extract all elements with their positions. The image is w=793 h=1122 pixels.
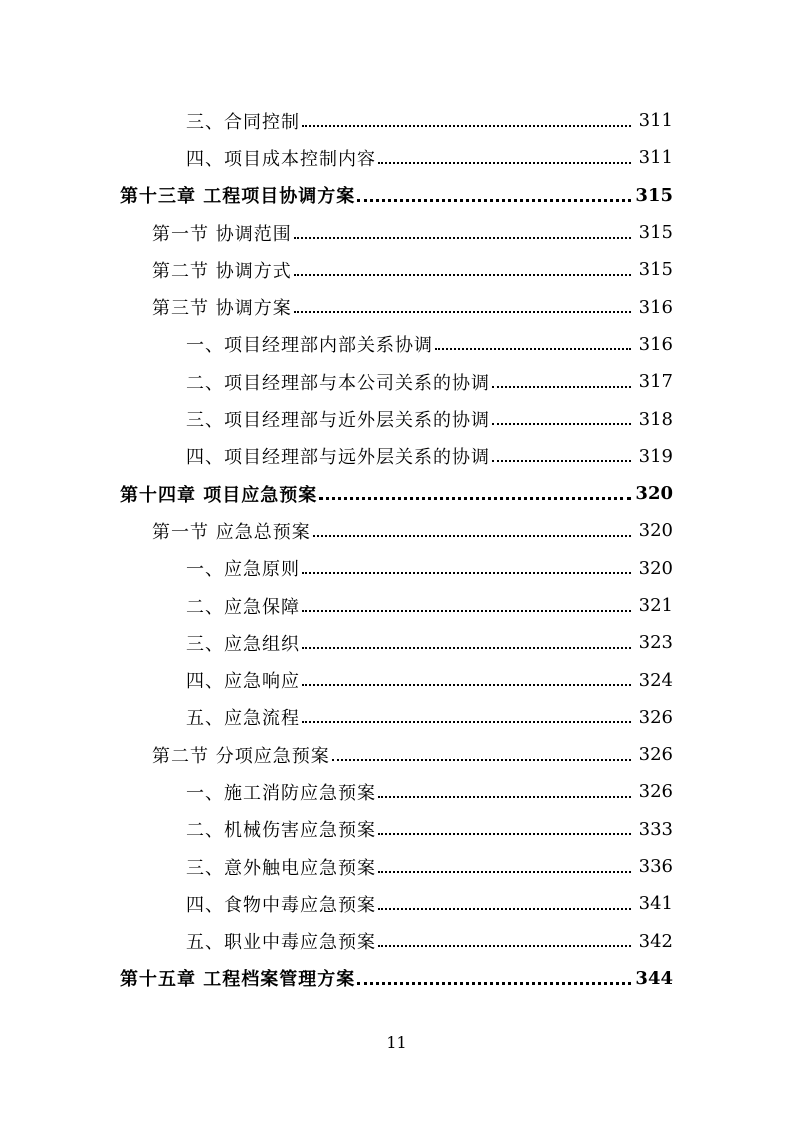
- toc-entry-page: 320: [635, 483, 673, 505]
- toc-entry-chapter[interactable]: [0, 960, 793, 997]
- dot-leader: [492, 460, 631, 462]
- dot-leader: [378, 908, 631, 910]
- toc-entry-page: 326: [638, 781, 673, 803]
- toc-entry-page: 311: [638, 147, 673, 169]
- toc-entry-title: 第十三章 工程项目协调方案: [120, 186, 356, 208]
- dot-leader: [435, 348, 631, 350]
- toc-entry-title: 二、应急保障: [186, 596, 300, 618]
- toc-entry-page: 323: [638, 632, 673, 654]
- toc-entry[interactable]: [0, 699, 793, 736]
- toc-entry-title: 三、合同控制: [186, 111, 300, 133]
- toc-entry-page: 316: [638, 333, 673, 355]
- toc-entry-section[interactable]: [0, 214, 793, 251]
- toc-entry-title: 第二节 分项应急预案: [152, 745, 330, 767]
- dot-leader: [302, 721, 631, 723]
- dot-leader: [378, 833, 631, 835]
- dot-leader: [302, 647, 631, 649]
- toc-entry[interactable]: [0, 438, 793, 475]
- toc-entry-chapter[interactable]: [0, 177, 793, 214]
- toc-entry[interactable]: [0, 661, 793, 698]
- dot-leader: [294, 311, 631, 313]
- toc-entry-page: 326: [638, 706, 673, 728]
- dot-leader: [294, 274, 631, 276]
- toc-entry-title: 四、项目成本控制内容: [186, 148, 376, 170]
- toc-entry[interactable]: [0, 400, 793, 437]
- toc-entry-title: 三、项目经理部与近外层关系的协调: [186, 410, 490, 432]
- toc-entry-title: 四、项目经理部与远外层关系的协调: [186, 447, 490, 469]
- dot-leader: [302, 610, 631, 612]
- toc-entry-page: 311: [638, 110, 673, 132]
- dot-leader: [357, 982, 631, 985]
- toc-entry[interactable]: [0, 923, 793, 960]
- toc-entry[interactable]: [0, 811, 793, 848]
- table-of-contents: [0, 102, 793, 997]
- toc-entry-title: 第二节 协调方式: [152, 260, 292, 282]
- toc-entry-section[interactable]: [0, 288, 793, 325]
- toc-entry-page: 336: [638, 856, 673, 878]
- dot-leader: [357, 199, 631, 202]
- toc-entry[interactable]: [0, 102, 793, 139]
- toc-entry-title: 一、施工消防应急预案: [186, 782, 376, 804]
- dot-leader: [332, 759, 631, 761]
- toc-entry-title: 五、职业中毒应急预案: [186, 932, 376, 954]
- toc-entry-title: 一、项目经理部内部关系协调: [186, 335, 433, 357]
- dot-leader: [378, 945, 631, 947]
- toc-entry-page: 320: [638, 557, 673, 579]
- dot-leader: [492, 423, 631, 425]
- toc-entry-title: 三、意外触电应急预案: [186, 857, 376, 879]
- toc-entry-title: 第一节 应急总预案: [152, 521, 311, 543]
- toc-entry-page: 321: [638, 595, 673, 616]
- toc-entry[interactable]: [0, 848, 793, 885]
- toc-entry-title: 四、食物中毒应急预案: [186, 894, 376, 916]
- toc-entry-page: 333: [638, 818, 673, 840]
- toc-entry-title: 四、应急响应: [186, 671, 300, 693]
- toc-entry[interactable]: [0, 885, 793, 922]
- toc-entry-title: 第三节 协调方案: [152, 298, 292, 320]
- toc-entry-page: 342: [638, 930, 673, 952]
- toc-entry[interactable]: [0, 363, 793, 400]
- toc-entry-title: 二、项目经理部与本公司关系的协调: [186, 372, 490, 394]
- toc-entry-page: 318: [638, 408, 673, 430]
- toc-entry-chapter[interactable]: [0, 475, 793, 512]
- dot-leader: [313, 535, 631, 537]
- toc-entry-page: 324: [638, 669, 673, 691]
- toc-entry-title: 第十四章 项目应急预案: [120, 484, 318, 506]
- toc-entry-section[interactable]: [0, 736, 793, 773]
- toc-entry-title: 一、应急原则: [186, 559, 300, 581]
- dot-leader: [378, 871, 631, 873]
- toc-entry-page: 315: [635, 184, 673, 206]
- dot-leader: [319, 497, 631, 500]
- toc-entry-page: 315: [638, 222, 673, 244]
- dot-leader: [302, 125, 631, 127]
- toc-entry[interactable]: [0, 587, 793, 624]
- toc-entry[interactable]: [0, 326, 793, 363]
- toc-entry-section[interactable]: [0, 512, 793, 549]
- toc-entry-section[interactable]: [0, 251, 793, 288]
- toc-entry[interactable]: [0, 550, 793, 587]
- toc-entry-title: 第十五章 工程档案管理方案: [120, 969, 356, 991]
- toc-entry-page: 319: [638, 445, 673, 467]
- toc-entry-title: 五、应急流程: [186, 708, 300, 730]
- toc-entry-page: 320: [638, 520, 673, 542]
- toc-entry-title: 二、机械伤害应急预案: [186, 820, 376, 842]
- dot-leader: [492, 386, 631, 388]
- dot-leader: [302, 572, 631, 574]
- toc-entry[interactable]: [0, 624, 793, 661]
- dot-leader: [302, 684, 631, 686]
- toc-entry-page: 317: [638, 371, 673, 393]
- toc-entry-page: 344: [635, 967, 673, 989]
- toc-entry-page: 341: [638, 893, 673, 915]
- dot-leader: [378, 796, 631, 798]
- toc-entry[interactable]: [0, 773, 793, 810]
- toc-entry-page: 316: [638, 296, 673, 318]
- toc-entry[interactable]: [0, 139, 793, 176]
- toc-entry-title: 第一节 协调范围: [152, 223, 292, 245]
- toc-entry-page: 326: [638, 744, 673, 766]
- toc-entry-page: 315: [638, 259, 673, 281]
- dot-leader: [378, 162, 631, 164]
- page-number: 11: [386, 1033, 407, 1052]
- dot-leader: [294, 237, 631, 239]
- toc-entry-title: 三、应急组织: [186, 633, 300, 655]
